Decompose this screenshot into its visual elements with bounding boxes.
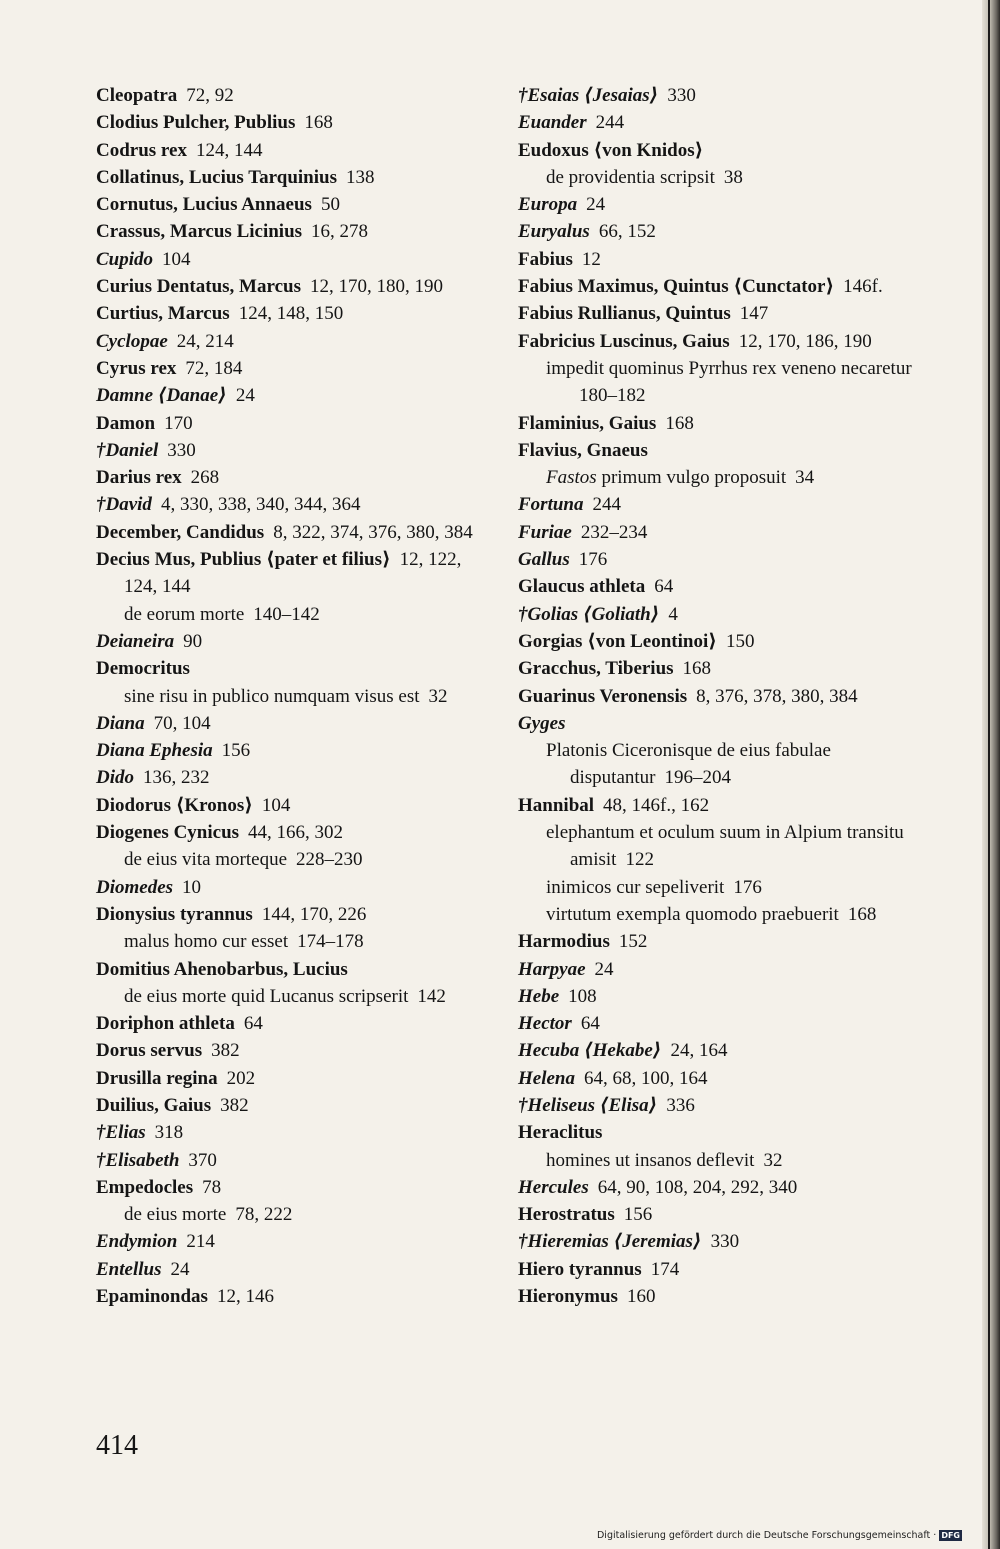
index-entry xyxy=(96,164,496,191)
page-refs: 24, 214 xyxy=(176,330,234,352)
page-refs: 44, 166, 302 xyxy=(248,822,344,844)
page-refs: 202 xyxy=(226,1067,256,1089)
entry-heading: Curtius, Marcus xyxy=(96,303,230,325)
index-entry xyxy=(518,218,918,245)
index-subentry xyxy=(96,928,496,955)
page-refs: 34 xyxy=(795,467,815,489)
subentry-text: inimicos cur sepeliverit xyxy=(546,876,725,898)
subentry-text: virtutum exempla quomodo praebuerit xyxy=(546,903,839,925)
page-refs: 90 xyxy=(183,630,203,652)
entry-heading: Domitius Ahenobarbus, Lucius xyxy=(96,958,348,980)
entry-heading: Hector xyxy=(518,1013,572,1035)
entry-heading: Doriphon athleta xyxy=(96,1013,235,1035)
index-entry xyxy=(96,1092,496,1119)
index-entry xyxy=(96,355,496,382)
page-refs: 168 xyxy=(665,412,694,434)
page-refs: 176 xyxy=(578,549,608,571)
page-refs: 24 xyxy=(586,194,606,216)
page-refs: 150 xyxy=(725,630,755,652)
page-refs: 244 xyxy=(592,494,621,516)
index-entry xyxy=(518,1092,918,1119)
entry-heading: †David xyxy=(96,494,152,516)
index-entry xyxy=(518,1065,918,1092)
entry-heading: Cupido xyxy=(96,248,154,270)
index-entry xyxy=(96,1119,496,1146)
index-entry xyxy=(518,1283,918,1310)
index-entry xyxy=(518,491,918,518)
entry-heading: December, Candidus xyxy=(96,521,265,543)
entry-heading: †Elias xyxy=(96,1122,146,1144)
index-entry xyxy=(518,628,918,655)
index-entry xyxy=(518,1201,918,1228)
entry-heading: Decius Mus, Publius ⟨pater et filius⟩ xyxy=(96,549,391,571)
entry-heading: Entellus xyxy=(96,1258,162,1280)
entry-heading: †Daniel xyxy=(96,439,159,461)
page-refs: 72, 184 xyxy=(185,357,243,379)
entry-heading: Cyrus rex xyxy=(96,357,177,379)
entry-heading: Diogenes Cynicus xyxy=(96,822,240,844)
index-entry xyxy=(518,683,918,710)
index-entry xyxy=(96,956,496,983)
index-entry xyxy=(96,491,496,518)
index-entry xyxy=(96,1228,496,1255)
index-entry xyxy=(518,437,918,464)
index-subentry xyxy=(518,737,918,792)
index-entry xyxy=(96,109,496,136)
subentry-text: de eius morte xyxy=(124,1204,227,1226)
index-entry xyxy=(518,573,918,600)
entry-heading: Furiae xyxy=(518,521,572,543)
page-refs: 318 xyxy=(154,1122,184,1144)
page-refs: 152 xyxy=(618,931,648,953)
index-subentry xyxy=(96,983,496,1010)
entry-heading: Damne ⟨Danae⟩ xyxy=(96,385,227,407)
subentry-italic-term: Fastos xyxy=(546,467,597,489)
page-refs: 146f. xyxy=(843,276,883,298)
entry-heading: Diodorus ⟨Kronos⟩ xyxy=(96,794,253,816)
index-entry xyxy=(96,1037,496,1064)
index-entry xyxy=(96,764,496,791)
index-entry xyxy=(518,928,918,955)
page-refs: 72, 92 xyxy=(186,85,234,106)
page-refs: 24 xyxy=(594,958,614,980)
page-refs: 104 xyxy=(261,794,291,816)
entry-heading: Herostratus xyxy=(518,1204,615,1226)
entry-heading: †Golias ⟨Goliath⟩ xyxy=(518,603,660,625)
page-refs: 268 xyxy=(190,467,220,489)
entry-heading: Gallus xyxy=(518,549,570,571)
index-entry xyxy=(96,901,496,928)
entry-heading: †Esaias ⟨Jesaias⟩ xyxy=(518,85,659,106)
index-subentry xyxy=(518,164,918,191)
entry-heading: Cleopatra xyxy=(96,85,178,106)
index-entry xyxy=(518,1228,918,1255)
page-refs: 196–204 xyxy=(664,767,731,789)
page-refs: 24 xyxy=(235,385,255,407)
page-refs: 10 xyxy=(182,876,202,898)
index-entry xyxy=(96,437,496,464)
entry-heading: Hannibal xyxy=(518,794,595,816)
entry-heading: Hebe xyxy=(518,985,560,1007)
entry-heading: Harpyae xyxy=(518,958,586,980)
entry-heading: Gyges xyxy=(518,712,566,734)
index-entry xyxy=(518,300,918,327)
entry-heading: Hiero tyrannus xyxy=(518,1258,642,1280)
page-refs: 180–182 xyxy=(579,385,646,407)
page-refs: 12, 170, 186, 190 xyxy=(738,330,872,352)
page-refs: 138 xyxy=(345,166,375,188)
subentry-text: de eius morte quid Lucanus scripserit xyxy=(124,985,409,1007)
index-entry xyxy=(96,628,496,655)
index-entry xyxy=(96,382,496,409)
entry-heading: Flaminius, Gaius xyxy=(518,412,657,434)
entry-heading: Gracchus, Tiberius xyxy=(518,658,674,680)
page-refs: 64 xyxy=(243,1013,263,1035)
page-refs: 12 xyxy=(581,248,601,270)
index-entry xyxy=(96,874,496,901)
page-refs: 174 xyxy=(650,1258,680,1280)
entry-heading: Fabricius Luscinus, Gaius xyxy=(518,330,730,352)
entry-heading: Curius Dentatus, Marcus xyxy=(96,276,301,298)
index-subentry xyxy=(518,464,918,491)
index-entry xyxy=(518,191,918,218)
index-entry xyxy=(518,246,918,273)
entry-heading: Fabius Rullianus, Quintus xyxy=(518,303,731,325)
index-entry xyxy=(518,1010,918,1037)
page-refs: 147 xyxy=(739,303,769,325)
index-entry xyxy=(96,710,496,737)
entry-heading: Democritus xyxy=(96,658,190,680)
page-refs: 168 xyxy=(304,112,333,134)
entry-heading: Guarinus Veronensis xyxy=(518,685,688,707)
page-refs: 382 xyxy=(220,1094,249,1116)
entry-heading: Diomedes xyxy=(96,876,174,898)
entry-heading: Hecuba ⟨Hekabe⟩ xyxy=(518,1040,662,1062)
page-refs: 124, 144 xyxy=(195,139,263,161)
digitization-credit xyxy=(597,1530,962,1541)
index-entry xyxy=(96,137,496,164)
page-refs: 50 xyxy=(320,194,340,216)
subentry-text: elephantum et oculum suum in Alpium transitu amisit xyxy=(546,822,904,871)
page-refs: 142 xyxy=(417,985,446,1007)
page-refs: 330 xyxy=(667,85,696,106)
page-refs: 78, 222 xyxy=(235,1204,293,1226)
index-entry xyxy=(96,1010,496,1037)
entry-heading: Gorgias ⟨von Leontinoi⟩ xyxy=(518,630,717,652)
entry-heading: Europa xyxy=(518,194,578,216)
index-entry xyxy=(518,410,918,437)
page-refs: 174–178 xyxy=(297,931,364,953)
index-entry xyxy=(96,819,496,846)
index-subentry xyxy=(518,355,918,410)
entry-heading: Fortuna xyxy=(518,494,584,516)
entry-heading: Hercules xyxy=(518,1176,589,1198)
index-entry xyxy=(518,1256,918,1283)
page-refs: 12, 146 xyxy=(216,1286,274,1308)
entry-heading: Diana Ephesia xyxy=(96,740,213,762)
page-refs: 232–234 xyxy=(580,521,648,543)
page-refs: 16, 278 xyxy=(311,221,369,243)
index-entry xyxy=(518,710,918,737)
page-refs: 156 xyxy=(623,1204,653,1226)
index-entry xyxy=(518,983,918,1010)
page-refs: 8, 322, 374, 376, 380, 384 xyxy=(273,521,473,543)
entry-heading: Heraclitus xyxy=(518,1122,603,1144)
entry-heading: Hieronymus xyxy=(518,1286,618,1308)
index-entry xyxy=(96,1283,496,1310)
index-entry xyxy=(518,655,918,682)
page-refs: 122 xyxy=(625,849,654,871)
entry-heading: †Heliseus ⟨Elisa⟩ xyxy=(518,1094,658,1116)
index-entry xyxy=(96,273,496,300)
subentry-text: homines ut insanos deflevit xyxy=(546,1149,755,1171)
page-refs: 8, 376, 378, 380, 384 xyxy=(696,685,858,707)
index-entry xyxy=(96,246,496,273)
index-entry xyxy=(96,218,496,245)
index-entry xyxy=(518,546,918,573)
index-column-right xyxy=(518,82,918,1310)
entry-heading: Drusilla regina xyxy=(96,1067,218,1089)
entry-heading: Endymion xyxy=(96,1231,178,1253)
page-refs: 70, 104 xyxy=(153,712,211,734)
page-refs: 4, 330, 338, 340, 344, 364 xyxy=(160,494,361,516)
index-subentry xyxy=(518,819,918,874)
page-refs: 140–142 xyxy=(253,603,320,625)
page-refs: 330 xyxy=(167,439,196,461)
page-refs: 336 xyxy=(666,1094,695,1116)
index-entry xyxy=(96,82,496,109)
index-entry xyxy=(518,137,918,164)
page-number: 414 xyxy=(96,1430,138,1461)
index-subentry xyxy=(96,846,496,873)
index-subentry xyxy=(518,1147,918,1174)
page-refs: 244 xyxy=(595,112,625,134)
page-refs: 64, 68, 100, 164 xyxy=(584,1067,708,1089)
entry-heading: Cornutus, Lucius Annaeus xyxy=(96,194,312,216)
page-refs: 136, 232 xyxy=(143,767,210,789)
subentry-text: Platonis Ciceronisque de eius fabulae disputantur xyxy=(546,740,831,789)
index-entry xyxy=(96,300,496,327)
page-refs: 24 xyxy=(170,1258,190,1280)
index-entry xyxy=(518,519,918,546)
entry-heading: †Hieremias ⟨Jeremias⟩ xyxy=(518,1231,702,1253)
index-entry xyxy=(518,956,918,983)
page-refs: 170 xyxy=(164,412,193,434)
entry-heading: Euander xyxy=(518,112,587,134)
page-refs: 64, 90, 108, 204, 292, 340 xyxy=(597,1176,798,1198)
index-entry xyxy=(518,601,918,628)
entry-heading: Deianeira xyxy=(96,630,175,652)
entry-heading: Empedocles xyxy=(96,1176,194,1198)
entry-heading: Dorus servus xyxy=(96,1040,203,1062)
book-binding-line xyxy=(988,0,990,1549)
entry-heading: Dionysius tyrannus xyxy=(96,903,253,925)
page-refs: 176 xyxy=(733,876,762,898)
page-refs: 168 xyxy=(847,903,877,925)
subentry-text: impedit quominus Pyrrhus rex veneno necaretur xyxy=(546,357,912,379)
entry-heading: Collatinus, Lucius Tarquinius xyxy=(96,166,337,188)
index-entry xyxy=(518,792,918,819)
index-entry xyxy=(518,1174,918,1201)
page-refs: 4 xyxy=(668,603,678,625)
index-entry xyxy=(96,792,496,819)
index-subentry xyxy=(96,683,496,710)
index-subentry xyxy=(96,601,496,628)
index-entry xyxy=(96,546,496,601)
page-refs: 48, 146f., 162 xyxy=(603,794,710,816)
entry-heading: Epaminondas xyxy=(96,1286,208,1308)
index-entry xyxy=(96,1065,496,1092)
entry-heading: Clodius Pulcher, Publius xyxy=(96,112,296,134)
index-entry xyxy=(518,1119,918,1146)
subentry-text: de eius vita morteque xyxy=(124,849,288,871)
subentry-text: de eorum morte xyxy=(124,603,245,625)
entry-heading: Diana xyxy=(96,712,145,734)
index-entry xyxy=(518,328,918,355)
subentry-text: primum vulgo proposuit xyxy=(601,467,787,489)
dfg-logo: DFG xyxy=(941,1531,960,1540)
credit-text: Digitalisierung gefördert durch die Deutsche Forschungsgemeinschaft · xyxy=(596,1530,937,1541)
index-entry xyxy=(518,82,918,109)
index-subentry xyxy=(518,901,918,928)
page-refs: 66, 152 xyxy=(598,221,656,243)
entry-heading: Crassus, Marcus Licinius xyxy=(96,221,303,243)
index-entry xyxy=(96,191,496,218)
entry-heading: Eudoxus ⟨von Knidos⟩ xyxy=(518,139,704,161)
entry-heading: Cyclopae xyxy=(96,330,168,352)
page-refs: 168 xyxy=(682,658,712,680)
page-refs: 12, 170, 180, 190 xyxy=(309,276,443,298)
page-refs: 12, 122, 124, 144 xyxy=(124,549,462,598)
page-refs: 108 xyxy=(568,985,597,1007)
page-refs: 124, 148, 150 xyxy=(238,303,344,325)
page-refs: 32 xyxy=(763,1149,783,1171)
book-binding-edge xyxy=(982,0,1000,1549)
page-refs: 370 xyxy=(188,1149,217,1171)
entry-heading: Fabius Maximus, Quintus ⟨Cunctator⟩ xyxy=(518,276,835,298)
page-refs: 24, 164 xyxy=(670,1040,728,1062)
index-entry xyxy=(96,464,496,491)
entry-heading: Damon xyxy=(96,412,156,434)
index-column-left xyxy=(96,82,496,1310)
page-refs: 382 xyxy=(211,1040,240,1062)
entry-heading: †Elisabeth xyxy=(96,1149,180,1171)
page-refs: 38 xyxy=(723,166,743,188)
entry-heading: Fabius xyxy=(518,248,573,270)
page-refs: 64 xyxy=(580,1013,600,1035)
page-refs: 228–230 xyxy=(296,849,363,871)
entry-heading: Glaucus athleta xyxy=(518,576,646,598)
entry-heading: Darius rex xyxy=(96,467,182,489)
index-entry xyxy=(518,109,918,136)
subentry-text: de providentia scripsit xyxy=(546,166,715,188)
index-entry xyxy=(96,519,496,546)
page-refs: 160 xyxy=(626,1286,656,1308)
entry-heading: Dido xyxy=(96,767,134,789)
index-entry xyxy=(96,737,496,764)
index-entry xyxy=(518,273,918,300)
page-refs: 104 xyxy=(162,248,191,270)
page-refs: 330 xyxy=(710,1231,740,1253)
entry-heading: Helena xyxy=(518,1067,575,1089)
page-refs: 78 xyxy=(202,1176,222,1198)
page-refs: 156 xyxy=(221,740,251,762)
index-entry xyxy=(96,328,496,355)
index-entry xyxy=(96,1147,496,1174)
entry-heading: Codrus rex xyxy=(96,139,187,161)
entry-heading: Flavius, Gnaeus xyxy=(518,439,648,461)
page-refs: 64 xyxy=(654,576,674,598)
index-entry xyxy=(96,1256,496,1283)
entry-heading: Duilius, Gaius xyxy=(96,1094,212,1116)
index-entry xyxy=(96,655,496,682)
subentry-text: sine risu in publico numquam visus est xyxy=(124,685,420,707)
page-refs: 144, 170, 226 xyxy=(261,903,367,925)
subentry-text: malus homo cur esset xyxy=(124,931,289,953)
entry-heading: Euryalus xyxy=(518,221,590,243)
entry-heading: Harmodius xyxy=(518,931,610,953)
index-entry xyxy=(96,410,496,437)
index-entry xyxy=(96,1174,496,1201)
index-subentry xyxy=(518,874,918,901)
page-refs: 32 xyxy=(428,685,448,707)
index-entry xyxy=(518,1037,918,1064)
page-refs: 214 xyxy=(186,1231,215,1253)
index-subentry xyxy=(96,1201,496,1228)
